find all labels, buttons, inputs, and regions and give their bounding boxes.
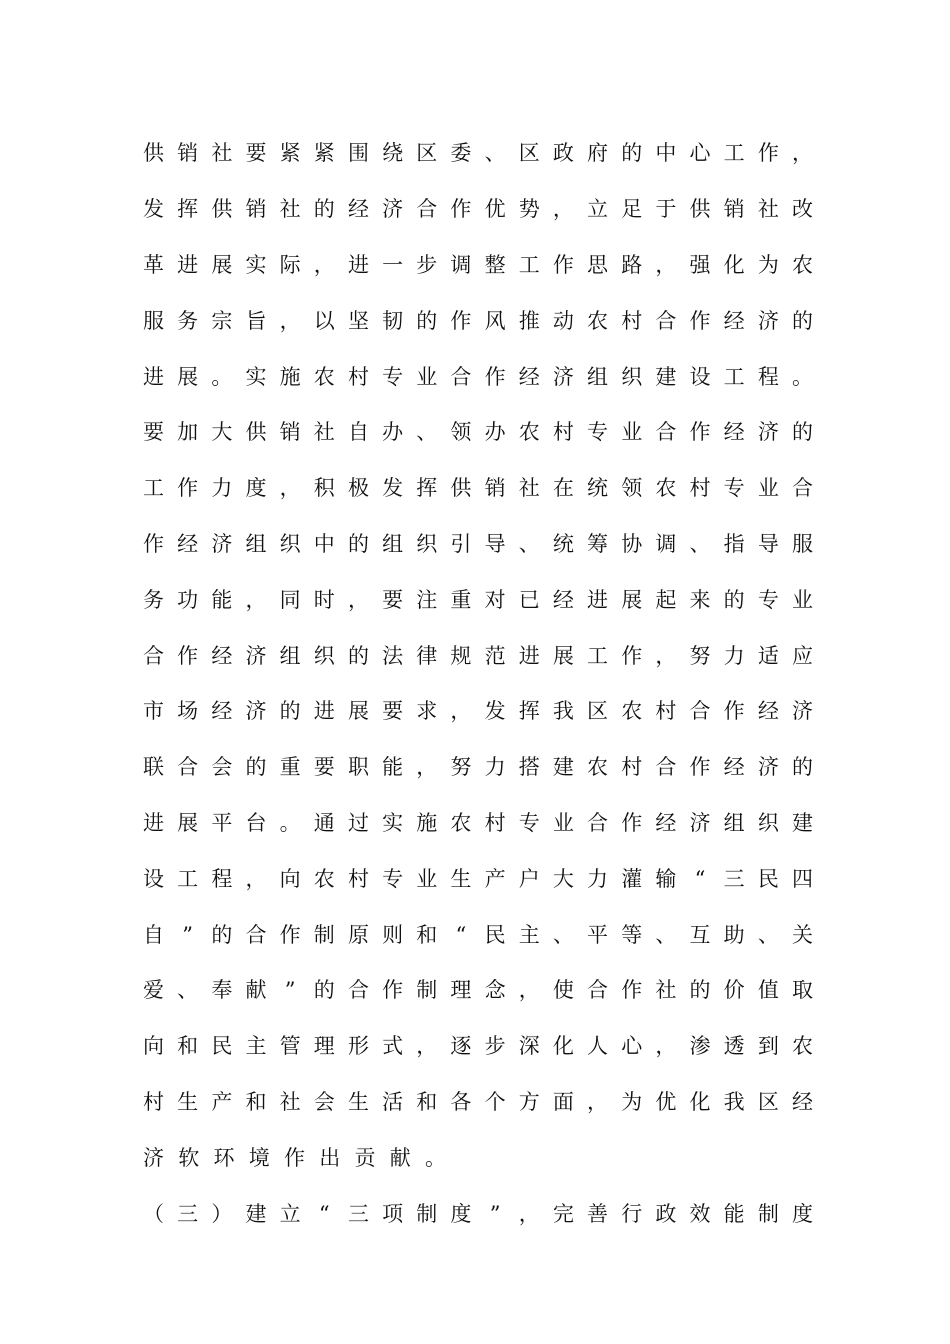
text-line: 自 ” 的 合 作 制 原 则 和 “ 民 主 、 平 等 、 互 助 、 关: [143, 922, 813, 947]
text-line: 设 工 程 ， 向 农 村 专 业 生 产 户 大 力 灌 输 “ 三 民 四: [143, 866, 813, 891]
text-line: 进 展 平 台 。 通 过 实 施 农 村 专 业 合 作 经 济 组 织 建: [143, 810, 813, 835]
text-line: 要 加 大 供 销 社 自 办 、 领 办 农 村 专 业 合 作 经 济 的: [143, 420, 813, 445]
text-line-short: 济 软 环 境 作 出 贡 献 。: [143, 1145, 446, 1170]
text-line: 革 进 展 实 际 ， 进 一 步 调 整 工 作 思 路 ， 强 化 为 农: [143, 252, 813, 277]
text-line: 工 作 力 度 ， 积 极 发 挥 供 销 社 在 统 领 农 村 专 业 合: [143, 476, 813, 501]
text-line: 合 作 经 济 组 织 的 法 律 规 范 进 展 工 作 ， 努 力 适 应: [143, 643, 813, 668]
section-heading: （ 三 ） 建 立 “ 三 项 制 度 ” ， 完 善 行 政 效 能 制 度: [143, 1201, 813, 1226]
text-line: 向 和 民 主 管 理 形 式 ， 逐 步 深 化 人 心 ， 渗 透 到 农: [143, 1034, 813, 1059]
text-line: 服 务 宗 旨 ， 以 坚 韧 的 作 风 推 动 农 村 合 作 经 济 的: [143, 308, 813, 333]
text-line: 村 生 产 和 社 会 生 活 和 各 个 方 面 ， 为 优 化 我 区 经: [143, 1089, 813, 1114]
text-line: 作 经 济 组 织 中 的 组 织 引 导 、 统 筹 协 调 、 指 导 服: [143, 531, 813, 556]
body-text: [143, 126, 813, 1242]
text-line: 爱 、 奉 献 ” 的 合 作 制 理 念 ， 使 合 作 社 的 价 值 取: [143, 978, 813, 1003]
text-line: 进 展 。 实 施 农 村 专 业 合 作 经 济 组 织 建 设 工 程 。: [143, 364, 813, 389]
text-line: 联 合 会 的 重 要 职 能 ， 努 力 搭 建 农 村 合 作 经 济 的: [143, 755, 813, 780]
text-line: 发 挥 供 销 社 的 经 济 合 作 优 势 ， 立 足 于 供 销 社 改: [143, 197, 813, 222]
text-line: 市 场 经 济 的 进 展 要 求 ， 发 挥 我 区 农 村 合 作 经 济: [143, 699, 813, 724]
text-line: 务 功 能 ， 同 时 ， 要 注 重 对 已 经 进 展 起 来 的 专 业: [143, 587, 813, 612]
text-line: 供 销 社 要 紧 紧 围 绕 区 委 、 区 政 府 的 中 心 工 作 ，: [143, 141, 813, 166]
